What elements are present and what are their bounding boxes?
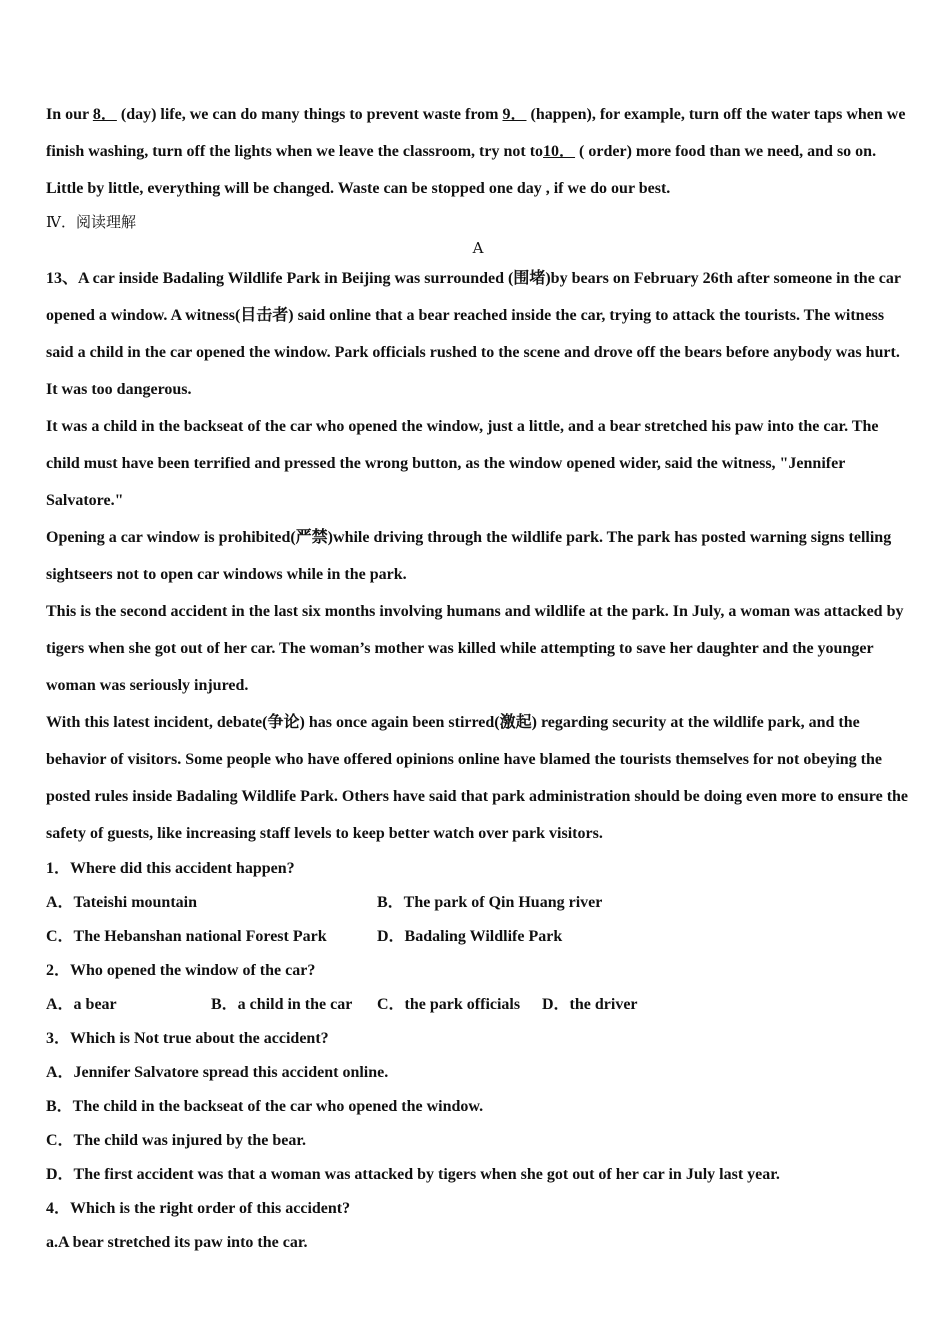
- q1-option-a: A．Tateishi mountain: [46, 894, 198, 911]
- q3-option-c: C．The child was injured by the bear.: [46, 1132, 307, 1149]
- passage-paragraph-2: It was a child in the backseat of the car who opened the window, just a little, and a bear stretched his paw into the car. The child must have been terrified and pressed the wrong button, as the window opened wider, said the witness, "Jennifer Salvatore.": [46, 418, 879, 509]
- q1-option-b: B．The park of Qin Huang river: [377, 894, 603, 911]
- question-3-stem: 3．Which is Not true about the accident?: [46, 1030, 329, 1047]
- passage-paragraph-3: Opening a car window is prohibited(严禁)while driving through the wildlife park. The park has posted warning signs telling sightseers not to open car windows while in the park.: [46, 529, 892, 583]
- q2-option-b: B．a child in the car: [211, 996, 353, 1013]
- passage-label: A: [472, 239, 484, 257]
- blank-10: 10．: [543, 143, 576, 160]
- question-1-stem: 1．Where did this accident happen?: [46, 860, 295, 877]
- question-2-stem: 2．Who opened the window of the car?: [46, 962, 316, 979]
- document-page: [46, 96, 910, 1260]
- cloze-text: In our: [46, 106, 93, 123]
- q2-option-d: D．the driver: [542, 996, 638, 1013]
- q2-option-a: A．a bear: [46, 996, 117, 1013]
- q3-option-b: B．The child in the backseat of the car who opened the window.: [46, 1098, 484, 1115]
- passage-paragraph-1: 13、A car inside Badaling Wildlife Park in Beijing was surrounded (围堵)by bears on February 26th after someone in the car opened a window. A witness(目击者) said online that a bear reached inside the car, trying to attack the tourists. The witness said a child in the car opened the window. Park officials rushed to the scene and drove off the bears before anybody was hurt. It was too dangerous.: [46, 270, 901, 398]
- q3-option-a: A．Jennifer Salvatore spread this accident online.: [46, 1064, 389, 1081]
- q3-option-d: D．The first accident was that a woman was attacked by tigers when she got out of her car in July last year.: [46, 1166, 780, 1183]
- passage-paragraph-5: With this latest incident, debate(争论) has once again been stirred(激起) regarding security at the wildlife park, and the behavior of visitors. Some people who have offered opinions online have blamed the tourists themselves for not obeying the posted rules inside Badaling Wildlife Park. Others have said that park administration should be doing even more to ensure the safety of guests, like increasing staff levels to keep better watch over park visitors.: [46, 714, 909, 842]
- blank-9: 9．: [502, 106, 527, 123]
- question-2-options: [46, 988, 910, 1022]
- blank-8: 8．: [92, 106, 117, 123]
- cloze-text: (day) life, we can do many things to prevent waste from: [116, 106, 503, 123]
- question-1-options-row-2: [46, 920, 910, 954]
- question-1-options-row-1: [46, 886, 910, 920]
- q4-item-a: a.A bear stretched its paw into the car.: [46, 1234, 308, 1251]
- q1-option-d: D．Badaling Wildlife Park: [377, 928, 563, 945]
- passage-paragraph-4: This is the second accident in the last six months involving humans and wildlife at the park. In July, a woman was attacked by tigers when she got out of her car. The woman’s mother was killed while attempting to save her daughter and the younger woman was seriously injured.: [46, 603, 904, 694]
- question-4-stem: 4．Which is the right order of this accident?: [46, 1200, 351, 1217]
- q1-option-c: C．The Hebanshan national Forest Park: [46, 928, 327, 945]
- cloze-text: ( order) more food than we need, and so on. Little by little, everything will be changed. Waste can be stopped one day , if we do our best.: [46, 143, 877, 197]
- cloze-text: (happen), for example, turn off the water taps when we finish washing, turn off the lights when we leave the classroom, try not to: [46, 106, 906, 160]
- section-heading: Ⅳ．阅读理解: [46, 213, 136, 231]
- q2-option-c: C．the park officials: [377, 996, 521, 1013]
- cloze-paragraph: [46, 96, 910, 207]
